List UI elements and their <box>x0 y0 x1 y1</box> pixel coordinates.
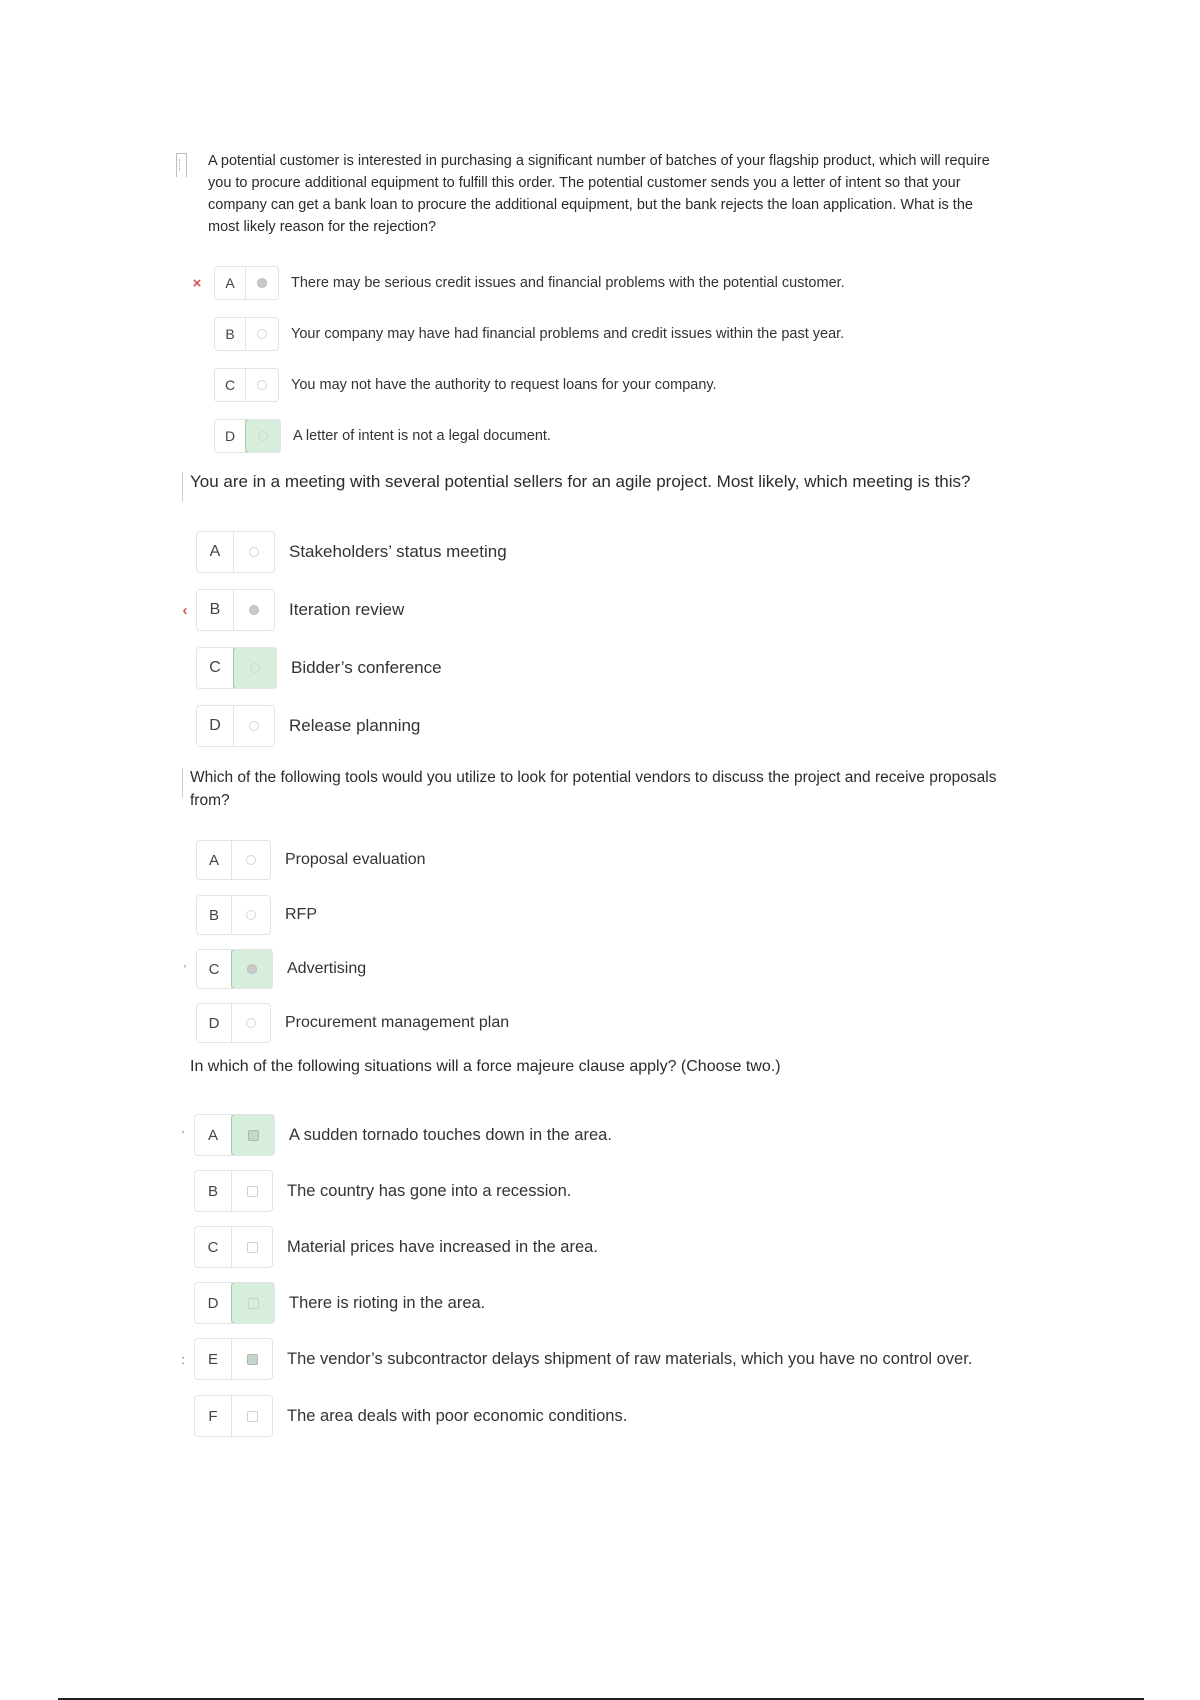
option-text: You may not have the authority to request loans for your company. <box>291 377 717 393</box>
wrong-mark-icon: × <box>192 274 202 292</box>
option-text: Your company may have had financial problems and credit issues within the past year. <box>291 326 845 342</box>
checkbox[interactable] <box>248 1298 259 1309</box>
q2-option-d[interactable] <box>196 705 420 747</box>
option-letter: E <box>195 1339 232 1379</box>
checkbox[interactable] <box>247 1186 258 1197</box>
option-letter: D <box>195 1283 232 1323</box>
q1-option-a[interactable] <box>192 266 845 300</box>
radio-button[interactable] <box>257 329 267 339</box>
tick-mark-icon: ′ <box>182 1129 184 1141</box>
radio-button[interactable] <box>249 721 259 731</box>
q2-option-c[interactable] <box>196 647 442 689</box>
radio-button[interactable] <box>257 278 267 288</box>
wrong-mark-icon: ‹ <box>182 601 188 619</box>
option-letter: F <box>195 1396 232 1436</box>
bookmark-icon[interactable] <box>176 153 187 177</box>
radio-button[interactable] <box>257 380 267 390</box>
wrong-mark-icon: : <box>181 1351 185 1367</box>
option-letter: D <box>197 1004 232 1042</box>
checkbox[interactable] <box>247 1242 258 1253</box>
question-divider <box>182 472 183 502</box>
option-letter: B <box>197 590 234 630</box>
option-letter: C <box>197 648 234 688</box>
option-text: The area deals with poor economic conditions. <box>287 1406 628 1425</box>
option-letter: B <box>197 896 232 934</box>
q3-option-b[interactable] <box>196 895 317 935</box>
option-text: RFP <box>285 906 317 923</box>
q2-option-b[interactable] <box>182 589 405 631</box>
radio-button[interactable] <box>246 910 256 920</box>
q4-option-f[interactable] <box>194 1395 627 1437</box>
option-letter: D <box>215 420 246 452</box>
q4-option-c[interactable] <box>194 1226 598 1268</box>
q4-option-e[interactable] <box>181 1338 973 1380</box>
radio-button[interactable] <box>246 1018 256 1028</box>
option-letter: C <box>195 1227 232 1267</box>
checkbox[interactable] <box>248 1130 259 1141</box>
question-text: A potential customer is interested in purchasing a significant number of batches of your flagship product, which will require you to procure additional equipment to fulfill this order. The potential customer sends you a letter of intent so that your company can get a bank loan to procure the additional equipment, but the bank rejects the loan application. What is the most likely reason for the rejection? <box>208 153 990 235</box>
q1-option-b[interactable] <box>214 317 844 351</box>
question-1 <box>180 150 1020 238</box>
checkbox[interactable] <box>247 1354 258 1365</box>
tick-mark-icon: ′ <box>184 963 186 975</box>
question-divider <box>182 768 183 798</box>
radio-button[interactable] <box>246 855 256 865</box>
radio-button[interactable] <box>250 663 260 673</box>
option-text: Proposal evaluation <box>285 851 426 868</box>
question-2 <box>190 470 1030 494</box>
question-text: Which of the following tools would you utilize to look for potential vendors to discuss the project and receive proposals from? <box>190 769 997 809</box>
question-3 <box>190 766 1030 812</box>
option-letter: B <box>195 1171 232 1211</box>
option-text: The country has gone into a recession. <box>287 1181 572 1200</box>
radio-button[interactable] <box>249 547 259 557</box>
q1-option-c[interactable] <box>214 368 717 402</box>
option-letter: C <box>215 369 246 401</box>
question-4 <box>190 1055 1030 1079</box>
radio-button[interactable] <box>247 964 257 974</box>
radio-button[interactable] <box>249 605 259 615</box>
option-text: Iteration review <box>289 600 405 619</box>
q4-option-b[interactable] <box>194 1170 571 1212</box>
q4-option-a[interactable] <box>182 1114 612 1156</box>
option-text: Bidder’s conference <box>291 658 442 677</box>
q2-option-a[interactable] <box>196 531 507 573</box>
q3-option-a[interactable] <box>196 840 426 880</box>
question-text: In which of the following situations will a force majeure clause apply? (Choose two.) <box>190 1058 781 1075</box>
option-letter: A <box>197 532 234 572</box>
option-text: The vendor’s subcontractor delays shipment of raw materials, which you have no control over. <box>287 1349 973 1368</box>
option-letter: B <box>215 318 246 350</box>
option-letter: D <box>197 706 234 746</box>
option-letter: A <box>195 1115 232 1155</box>
option-text: A letter of intent is not a legal document. <box>293 428 551 444</box>
option-text: Advertising <box>287 960 367 977</box>
radio-button[interactable] <box>258 431 268 441</box>
option-text: There is rioting in the area. <box>289 1293 486 1312</box>
question-text: You are in a meeting with several potential sellers for an agile project. Most likely, which meeting is this? <box>190 472 971 491</box>
option-text: Procurement management plan <box>285 1014 510 1031</box>
q1-option-d[interactable] <box>214 419 551 453</box>
option-text: Stakeholders’ status meeting <box>289 542 507 561</box>
option-text: A sudden tornado touches down in the area. <box>289 1125 612 1144</box>
option-text: There may be serious credit issues and financial problems with the potential customer. <box>291 275 845 291</box>
q3-option-c[interactable] <box>184 949 367 989</box>
option-text: Release planning <box>289 716 421 735</box>
q3-option-d[interactable] <box>196 1003 509 1043</box>
option-letter: C <box>197 950 232 988</box>
option-text: Material prices have increased in the area. <box>287 1237 598 1256</box>
option-letter: A <box>197 841 232 879</box>
option-letter: A <box>215 267 246 299</box>
q4-option-d[interactable] <box>194 1282 485 1324</box>
checkbox[interactable] <box>247 1411 258 1422</box>
